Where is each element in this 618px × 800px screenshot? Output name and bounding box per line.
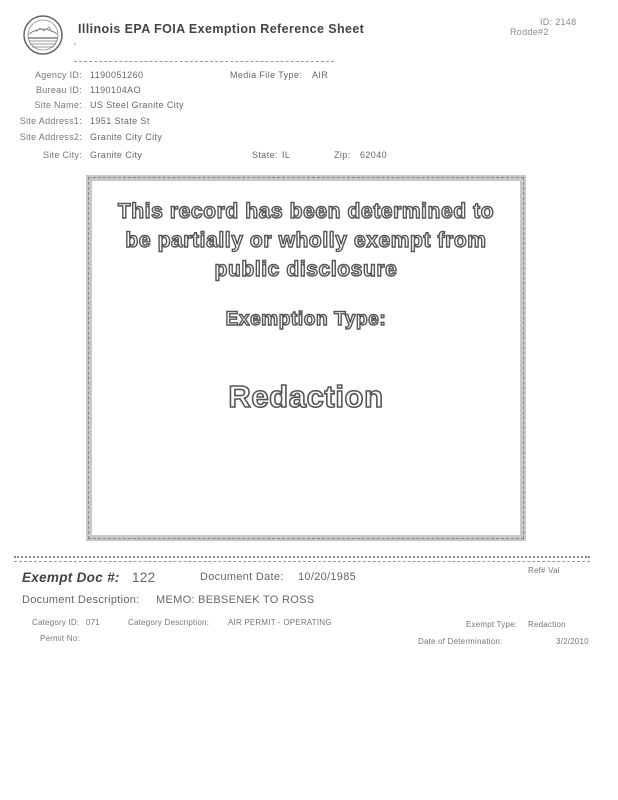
document-description-value: MEMO: BEBSENEK TO ROSS [156, 594, 315, 606]
header-id: ID: 2148 [540, 17, 577, 27]
site-address1-label: Site Address1: [19, 116, 82, 126]
category-description-label: Category Description: [128, 618, 210, 627]
permit-no-label: Permit No: [40, 634, 80, 643]
exempt-doc-label: Exempt Doc #: [22, 570, 120, 585]
zip-value: 62040 [360, 150, 388, 160]
stamp-message [92, 197, 520, 284]
exemption-type-value: Redaction [228, 379, 384, 414]
stamp-line-2: be partially or wholly exempt from [125, 229, 487, 252]
exemption-type-label: Exemption Type: [225, 309, 387, 330]
document-date-value: 10/20/1985 [298, 571, 357, 583]
zip-label: Zip: [334, 150, 351, 160]
header-mark: ' [74, 42, 76, 53]
state-label: State: [252, 150, 278, 160]
date-of-determination-label: Date of Determination: [418, 637, 503, 646]
page-title: Illinois EPA FOIA Exemption Reference Sheet [78, 22, 365, 36]
site-address2-label: Site Address2: [19, 132, 82, 142]
date-of-determination-value: 3/2/2010 [556, 637, 589, 646]
exempt-type-value: Redaction [528, 620, 566, 629]
site-name-label: Site Name: [34, 100, 82, 110]
state-value: IL [282, 150, 291, 160]
illinois-epa-logo-icon [22, 14, 64, 56]
category-id-value: 071 [86, 618, 100, 627]
header-divider [74, 61, 334, 62]
agency-id-value: 1190051260 [90, 70, 144, 80]
header-ref: Rodde#2 [510, 27, 549, 37]
media-file-type-value: AIR [312, 70, 329, 80]
document-date-label: Document Date: [200, 571, 284, 583]
site-address2-value: Granite City City [90, 132, 163, 142]
exempt-type-label: Exempt Type: [466, 620, 518, 629]
bureau-id-label: Bureau ID: [35, 85, 82, 95]
category-id-label: Category ID: [32, 618, 80, 627]
site-address1-value: 1951 State St [90, 116, 150, 126]
stamp-line-1: This record has been determined to [117, 200, 495, 223]
site-name-value: US Steel Granite City [90, 100, 184, 110]
category-description-value: AIR PERMIT - OPERATING [228, 618, 332, 627]
exempt-doc-number: 122 [132, 570, 156, 585]
ref-small: Ref# Val [528, 566, 560, 575]
footer-divider-thin [14, 561, 590, 562]
site-city-label: Site City: [42, 150, 82, 160]
bureau-id-value: 1190104AO [90, 85, 141, 95]
agency-id-label: Agency ID: [34, 70, 82, 80]
site-city-value: Granite City [90, 150, 143, 160]
stamp-line-3: public disclosure [214, 258, 398, 281]
document-description-label: Document Description: [22, 594, 140, 606]
footer-divider [14, 556, 590, 558]
exemption-stamp-box [86, 175, 526, 541]
media-file-type-label: Media File Type: [230, 70, 303, 80]
